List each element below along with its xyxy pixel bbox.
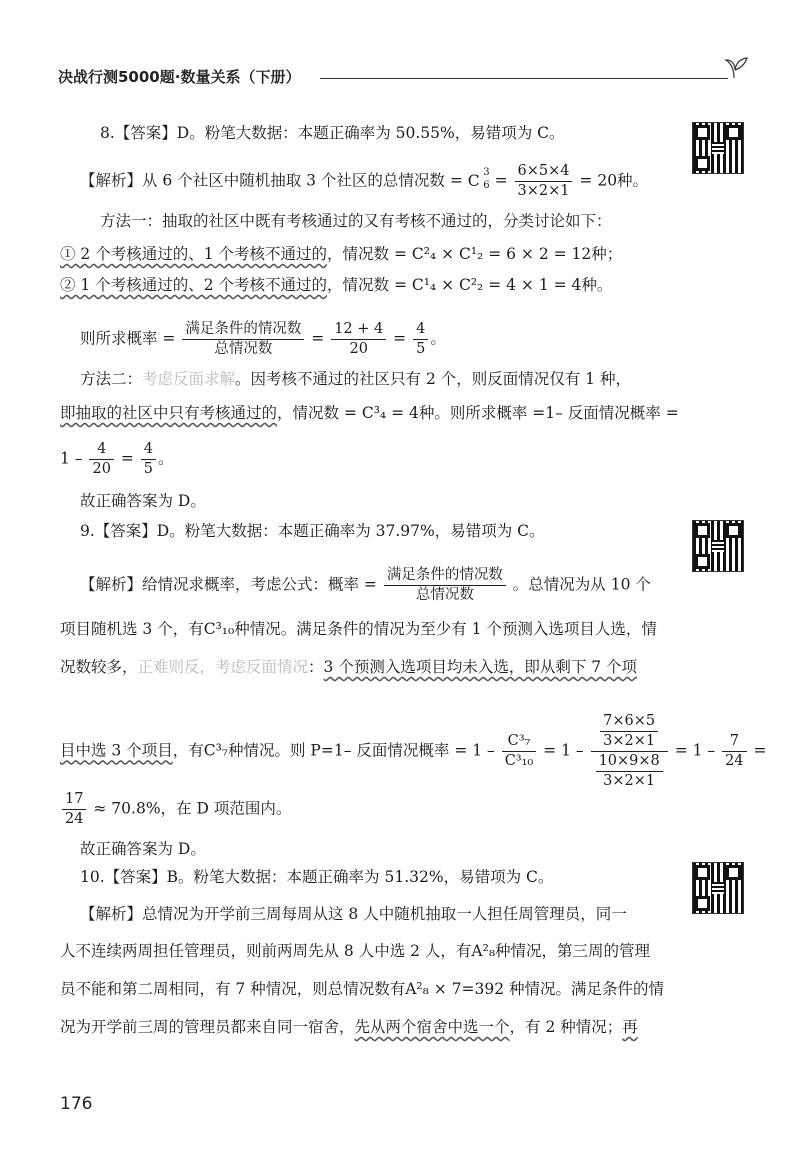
sprout-icon <box>720 52 750 82</box>
fraction: $\frac{6\times 5\times 4}{3\times 2\times 1}$ <box>515 162 573 201</box>
combination-symbol: C 3 6 <box>467 166 490 191</box>
q8-method2-line-2: 即抽取的社区中只有考核通过的，情况数 = C³₄ = 4种。则所求概率 =1– 反面情况概率 = <box>60 404 679 422</box>
fraction: $\frac{4}{5}$ <box>413 320 428 359</box>
q9-line-5: 目中选 3 个项目，有C³₇种情况。则 P=1– 反面情况概率 = 1 – $\frac{\text{C³₇}}{\text{C³₁₀}}$ = 1 – $\frac{\frac{7\times 6\times 5}{3\times 2\times 1}}{\frac{10\times 9\times 8}{3\times 2\times 1}}$ = 1 – $\frac{7}{24}$ = <box>60 713 767 789</box>
q8-probability-line: 则所求概率 = $\frac{\text{满足条件的情况数}}{\text{总情况数}}$ = $\frac{12 + 4}{20}$ = $\frac{4}{5}$ 。 <box>80 321 446 357</box>
fraction: $\frac{12 + 4}{20}$ <box>331 320 386 359</box>
fraction: $\frac{\text{满足条件的情况数}}{\text{总情况数}}$ <box>384 566 506 605</box>
q9-line-3: 项目随机选 3 个，有C³₁₀种情况。满足条件的情况为至少有 1 个预测入选项目人选，情 <box>60 620 657 638</box>
q8-result-line: 1 – $\frac{4}{20}$ = $\frac{4}{5}$ 。 <box>60 441 174 477</box>
fraction: $\frac{\text{C³₇}}{\text{C³₁₀}}$ <box>502 732 537 771</box>
q8-case1-line: ① 2 个考核通过的、1 个考核不通过的，情况数 = C²₄ × C¹₂ = 6 × 2 = 12种； <box>60 245 623 263</box>
book-title: 决战行测5000题·数量关系（下册） <box>58 68 301 86</box>
running-header <box>58 52 748 92</box>
q10-line-5: 况为开学前三周的管理员都来自同一宿舍，先从两个宿舍中选一个，有 2 种情况；再 <box>60 1018 638 1036</box>
q8-conclusion: 故正确答案为 D。 <box>80 492 206 510</box>
q8-case2-line: ② 1 个考核通过的、2 个考核不通过的，情况数 = C¹₄ × C²₂ = 4 × 1 = 4种。 <box>60 276 613 294</box>
qr-code-icon[interactable] <box>692 862 744 914</box>
q8-method1-line: 方法一：抽取的社区中既有考核通过的又有考核不通过的，分类讨论如下： <box>100 212 612 230</box>
q9-analysis-line: 【解析】给情况求概率，考虑公式：概率 = $\frac{\text{满足条件的情况数}}{\text{总情况数}}$ 。总情况为从 10 个 <box>80 567 651 603</box>
q9-answer-line: 9.【答案】D。粉笔大数据：本题正确率为 37.97%，易错项为 C。 <box>80 522 545 540</box>
q8-analysis-line: 【解析】从 6 个社区中随机抽取 3 个社区的总情况数 = C 3 6 = $\frac{6\times 5\times 4}{3\times 2\times 1}$ = 20种。 <box>80 163 649 199</box>
compound-fraction: $\frac{\frac{7\times 6\times 5}{3\times 2\times 1}}{\frac{10\times 9\times 8}{3\times 2\times 1}}$ <box>591 712 668 791</box>
q10-line-3: 人不连续两周担任管理员，则前两周先从 8 人中选 2 人，有A²₈种情况，第三周的管理 <box>60 942 651 960</box>
fraction: $\frac{\text{满足条件的情况数}}{\text{总情况数}}$ <box>182 320 304 359</box>
q9-conclusion: 故正确答案为 D。 <box>80 840 206 858</box>
q9-line-4: 况数较多，正难则反，考虑反面情况：3 个预测入选项目均未入选，即从剩下 7 个项 <box>60 658 638 676</box>
q10-analysis-line: 【解析】总情况为开学前三周每周从这 8 人中随机抽取一人担任周管理员，同一 <box>80 905 627 923</box>
fraction: $\frac{7}{24}$ <box>722 732 746 771</box>
qr-code-icon[interactable] <box>692 520 744 572</box>
q8-answer-line: 8.【答案】D。粉笔大数据：本题正确率为 50.55%，易错项为 C。 <box>100 124 565 142</box>
q9-result-line: $\frac{17}{24}$ ≈ 70.8%，在 D 项范围内。 <box>60 790 670 829</box>
q10-answer-line: 10.【答案】B。粉笔大数据：本题正确率为 51.32%，易错项为 C。 <box>80 868 554 886</box>
fraction: $\frac{17}{24}$ <box>62 790 86 829</box>
fraction: $\frac{4}{5}$ <box>141 440 156 479</box>
q8-method2-line: 方法二：考虑反面求解。因考核不通过的社区只有 2 个，则反面情况仅有 1 种， <box>80 370 631 388</box>
fraction: $\frac{4}{20}$ <box>89 440 113 479</box>
header-rule <box>320 78 728 79</box>
q10-line-4: 员不能和第二周相同，有 7 种情况，则总情况数有A²₈ × 7=392 种情况。满足条件的情 <box>60 980 665 998</box>
page-number: 176 <box>60 1094 93 1114</box>
